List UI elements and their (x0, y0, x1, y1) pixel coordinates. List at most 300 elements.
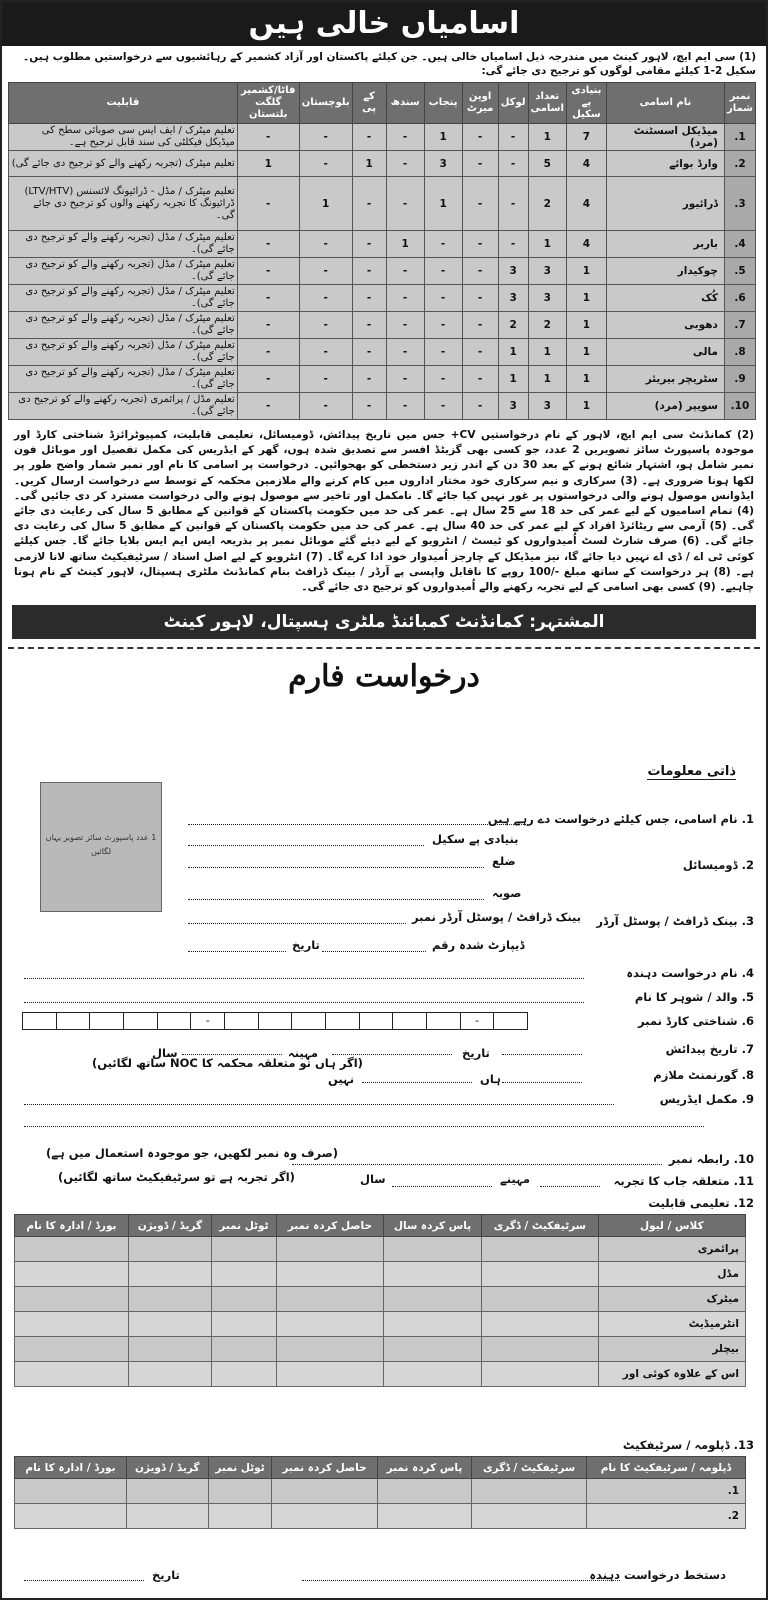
vacancy-cell-kp: - (352, 366, 386, 393)
vacancy-cell-fata: - (237, 312, 299, 339)
vacancy-cell-punjab: - (424, 231, 462, 258)
field-dob-month-label: مہینہ (288, 1046, 318, 1060)
vacancy-cell-post: کُک (606, 285, 724, 312)
vacancy-cell-local: - (498, 151, 528, 177)
cnic-box[interactable] (89, 1012, 123, 1030)
field-exp-month-label: مہینے (500, 1172, 530, 1186)
vacancy-cell-open-merit: - (462, 151, 498, 177)
vacancy-cell-scale: 1 (566, 312, 606, 339)
header-serial: نمبر شمار (724, 83, 755, 124)
vacancy-cell-local: - (498, 231, 528, 258)
cnic-box[interactable] (426, 1012, 460, 1030)
input-cell[interactable] (482, 1237, 598, 1262)
vacancy-cell-open-merit: - (462, 124, 498, 151)
input-cell[interactable] (272, 1504, 377, 1529)
input-cell[interactable] (383, 1287, 481, 1312)
vacancy-cell-sindh: - (386, 312, 424, 339)
form-title: درخواست فارم (288, 659, 480, 695)
input-cell[interactable] (15, 1262, 129, 1287)
education-table (14, 1214, 746, 1387)
field-draft-number-label: بینک ڈرافٹ / پوسٹل آرڈر نمبر (412, 910, 582, 924)
field-father-name-input[interactable] (24, 1002, 584, 1003)
header-scale: بنیادی پے سکیل (566, 83, 606, 124)
input-cell[interactable] (272, 1479, 377, 1504)
cnic-box[interactable] (392, 1012, 426, 1030)
vacancy-cell-serial: 6. (724, 285, 755, 312)
vacancy-cell-balochistan: - (299, 258, 352, 285)
field-exp-year-input[interactable] (392, 1186, 492, 1187)
education-label: 12. تعلیمی قابلیت (648, 1196, 754, 1210)
vacancy-row (9, 366, 756, 393)
input-cell[interactable] (208, 1479, 272, 1504)
field-govt-yes-label: ہاں (480, 1072, 501, 1086)
photo-box-text: 1 عدد پاسپورٹ سائز تصویر یہاں لگائیں (45, 833, 157, 856)
vacancy-cell-balochistan: - (299, 285, 352, 312)
header-punjab: پنجاب (424, 83, 462, 124)
vacancy-cell-count: 3 (528, 393, 566, 420)
vacancy-cell-sindh: 1 (386, 231, 424, 258)
field-district-input[interactable] (188, 867, 484, 868)
header-qualification: قابلیت (9, 83, 238, 124)
input-cell[interactable] (15, 1337, 129, 1362)
field-draft-number-input[interactable] (188, 923, 406, 924)
field-province-input[interactable] (188, 899, 484, 900)
vacancy-cell-scale: 1 (566, 366, 606, 393)
field-cnic-label: 6. شناختی کارڈ نمبر (638, 1014, 754, 1028)
cnic-box[interactable] (157, 1012, 191, 1030)
table-row (15, 1337, 746, 1362)
vacancy-cell-qualification: تعلیم میٹرک / مڈل (تجربہ رکھنے والے کو ترجیح دی جائے گی)۔ (9, 339, 238, 366)
signature-label: دستخط درخواست دہندہ (589, 1568, 726, 1582)
vacancy-cell-post: سویپر (مرد) (606, 393, 724, 420)
vacancy-cell-sindh: - (386, 393, 424, 420)
header-kp: کے پی (352, 83, 386, 124)
field-draft-date-label: تاریخ (292, 938, 320, 952)
vacancy-cell-open-merit: - (462, 366, 498, 393)
vacancy-cell-qualification: تعلیم میٹرک / مڈل (تجربہ رکھنے والے کو ترجیح دی جائے گی)۔ (9, 366, 238, 393)
vacancy-cell-open-merit: - (462, 177, 498, 231)
table-header-cell: پاس کردہ نمبر (377, 1457, 472, 1479)
input-cell[interactable] (15, 1362, 129, 1387)
field-scale-label: بنیادی پے سکیل (432, 832, 519, 846)
field-domicile-label: 2. ڈومیسائل (682, 858, 754, 872)
vacancy-cell-count: 1 (528, 124, 566, 151)
table-row (15, 1479, 746, 1504)
vacancy-cell-sindh: - (386, 258, 424, 285)
input-cell[interactable] (276, 1312, 383, 1337)
vacancy-cell-serial: 3. (724, 177, 755, 231)
vacancy-cell-balochistan: - (299, 366, 352, 393)
input-cell[interactable] (276, 1237, 383, 1262)
advertiser-bar: المشتہر: کمانڈنٹ کمبائنڈ ملٹری ہسپتال، لاہور کینٹ (12, 605, 756, 639)
table-row (15, 1504, 746, 1529)
field-govt-note: (اگر ہاں تو متعلقہ محکمہ کا NOC ساتھ لگائیں) (92, 1056, 363, 1070)
vacancy-cell-open-merit: - (462, 258, 498, 285)
input-cell[interactable] (383, 1312, 481, 1337)
input-cell[interactable] (383, 1362, 481, 1387)
vacancy-cell-serial: 10. (724, 393, 755, 420)
input-cell[interactable] (482, 1262, 598, 1287)
input-cell[interactable] (15, 1237, 129, 1262)
field-dob-day-input[interactable] (502, 1054, 582, 1055)
field-scale-input[interactable] (188, 845, 424, 846)
vacancy-row (9, 177, 756, 231)
diploma-table (14, 1456, 746, 1529)
vacancy-cell-kp: - (352, 124, 386, 151)
input-cell[interactable] (276, 1362, 383, 1387)
vacancy-cell-kp: - (352, 231, 386, 258)
vacancy-cell-qualification: تعلیم میٹرک / ایف ایس سی صوبائی سطح کی میڈیکل فیکلٹی کی سند قابل ترجیح ہے۔ (9, 124, 238, 151)
diploma-table-header (15, 1457, 746, 1479)
cnic-box[interactable] (291, 1012, 325, 1030)
field-district-label: ضلع (492, 854, 516, 868)
input-cell[interactable] (377, 1479, 472, 1504)
vacancy-cell-local: 2 (498, 312, 528, 339)
input-cell[interactable] (211, 1287, 276, 1312)
cnic-box[interactable] (359, 1012, 393, 1030)
vacancy-cell-qualification: تعلیم میٹرک / مڈل (تجربہ رکھنے والے کو ترجیح دی جائے گی)۔ (9, 231, 238, 258)
input-cell[interactable] (383, 1337, 481, 1362)
vacancy-cell-kp: - (352, 285, 386, 312)
field-dob-day-label: تاریخ (462, 1046, 490, 1060)
row-label-cell: بیچلر (598, 1337, 745, 1362)
table-row (15, 1287, 746, 1312)
vacancy-row (9, 339, 756, 366)
table-header-cell: حاصل کردہ نمبر (276, 1215, 383, 1237)
vacancy-cell-sindh: - (386, 366, 424, 393)
row-label-cell: مڈل (598, 1262, 745, 1287)
vacancy-cell-fata: - (237, 231, 299, 258)
vacancy-row (9, 258, 756, 285)
input-cell[interactable] (482, 1362, 598, 1387)
vacancy-cell-post: ڈرائیور (606, 177, 724, 231)
field-exp-year-label: سال (360, 1172, 386, 1186)
input-cell[interactable] (128, 1262, 211, 1287)
field-deposit-input[interactable] (322, 951, 426, 952)
field-experience-label: 11. متعلقہ جاب کا تجربہ (613, 1174, 754, 1188)
vacancy-cell-kp: - (352, 312, 386, 339)
vacancy-cell-scale: 7 (566, 124, 606, 151)
field-exp-month-input[interactable] (540, 1186, 600, 1187)
table-header-cell: بورڈ / ادارہ کا نام (15, 1215, 129, 1237)
vacancy-cell-punjab: - (424, 258, 462, 285)
input-cell[interactable] (15, 1287, 129, 1312)
vacancy-cell-local: 3 (498, 285, 528, 312)
vacancy-cell-scale: 4 (566, 231, 606, 258)
vacancy-cell-fata: - (237, 124, 299, 151)
input-cell[interactable] (276, 1287, 383, 1312)
vacancy-cell-open-merit: - (462, 231, 498, 258)
vacancy-cell-count: 1 (528, 231, 566, 258)
input-cell[interactable] (211, 1337, 276, 1362)
table-header-cell: بورڈ / ادارہ کا نام (15, 1457, 127, 1479)
photo-box[interactable] (40, 782, 162, 912)
table-row (15, 1262, 746, 1287)
vacancy-cell-serial: 9. (724, 366, 755, 393)
vacancy-cell-punjab: - (424, 339, 462, 366)
diploma-label: 13. ڈپلومہ / سرٹیفکیٹ (622, 1438, 754, 1452)
field-post-input[interactable] (188, 824, 528, 825)
input-cell[interactable] (276, 1262, 383, 1287)
vacancy-cell-sindh: - (386, 339, 424, 366)
field-deposit-label: ڈیپازٹ شدہ رقم (432, 938, 525, 952)
vacancy-cell-balochistan: - (299, 339, 352, 366)
vacancy-cell-punjab: 3 (424, 151, 462, 177)
vacancy-cell-local: - (498, 177, 528, 231)
row-label-cell: 2. (586, 1504, 745, 1529)
vacancy-cell-balochistan: - (299, 124, 352, 151)
vacancy-cell-local: 1 (498, 366, 528, 393)
vacancy-cell-balochistan: 1 (299, 177, 352, 231)
field-applicant-name-label: 4. نام درخواست دہندہ (626, 966, 754, 980)
input-cell[interactable] (128, 1362, 211, 1387)
signature-date-input[interactable] (24, 1580, 144, 1581)
vacancy-cell-sindh: - (386, 177, 424, 231)
vacancy-cell-punjab: - (424, 285, 462, 312)
field-address-input-1[interactable] (24, 1104, 614, 1105)
vacancy-cell-post: چوکیدار (606, 258, 724, 285)
table-header-cell: ڈپلومہ / سرٹیفکیٹ کا نام (586, 1457, 745, 1479)
table-header-cell: گریڈ / ڈویژن (126, 1457, 208, 1479)
input-cell[interactable] (482, 1287, 598, 1312)
input-cell[interactable] (472, 1504, 586, 1529)
vacancy-cell-open-merit: - (462, 285, 498, 312)
input-cell[interactable] (126, 1504, 208, 1529)
vacancy-cell-qualification: تعلیم مڈل / پرائمری (تجربہ رکھنے والے کو ترجیح دی جائے گی)۔ (9, 393, 238, 420)
table-row (15, 1237, 746, 1262)
field-bank-draft-label: 3. بینک ڈرافٹ / پوسٹل آرڈر (596, 914, 754, 928)
input-cell[interactable] (472, 1479, 586, 1504)
row-label-cell: پرائمری (598, 1237, 745, 1262)
input-cell[interactable] (211, 1362, 276, 1387)
vacancy-cell-balochistan: - (299, 393, 352, 420)
vacancy-row (9, 285, 756, 312)
input-cell[interactable] (128, 1287, 211, 1312)
cnic-separator: - (190, 1012, 224, 1030)
input-cell[interactable] (126, 1479, 208, 1504)
input-cell[interactable] (383, 1237, 481, 1262)
vacancy-cell-sindh: - (386, 124, 424, 151)
vacancy-cell-sindh: - (386, 151, 424, 177)
vacancy-row (9, 393, 756, 420)
header-post: نام اسامی (606, 83, 724, 124)
vacancy-cell-post: دھوبی (606, 312, 724, 339)
field-contact-input[interactable] (292, 1164, 662, 1165)
vacancy-cell-local: 1 (498, 339, 528, 366)
input-cell[interactable] (15, 1504, 127, 1529)
vacancy-cell-post: وارڈ بوائے (606, 151, 724, 177)
header-sindh: سندھ (386, 83, 424, 124)
field-dob-year-label: سال (152, 1046, 178, 1060)
vacancy-cell-scale: 1 (566, 258, 606, 285)
vacancy-cell-serial: 4. (724, 231, 755, 258)
row-label-cell: اس کے علاوہ کوئی اور (598, 1362, 745, 1387)
vacancy-cell-count: 5 (528, 151, 566, 177)
vacancy-row (9, 231, 756, 258)
vacancy-cell-qualification: تعلیم میٹرک / مڈل (تجربہ رکھنے والے کو ترجیح دی جائے گی)۔ (9, 285, 238, 312)
vacancy-cell-balochistan: - (299, 312, 352, 339)
field-province-label: صوبہ (492, 886, 522, 900)
intro-text: (1) سی ایم ایچ، لاہور کینٹ میں مندرجہ ذیل اسامیاں خالی ہیں۔ جن کیلئے پاکستان اور آزاد کشمیر کے رہائشیوں سے درخواستیں مطلوب ہیں۔ سکیل 2-1 کیلئے مقامی لوگوں کو ترجیح دی جائے گی: (23, 51, 756, 77)
vacancy-cell-kp: - (352, 393, 386, 420)
vacancy-cell-scale: 1 (566, 339, 606, 366)
table-row (15, 1312, 746, 1337)
vacancy-cell-local: - (498, 124, 528, 151)
row-label-cell: 1. (586, 1479, 745, 1504)
field-govt-no-label: نہیں (328, 1072, 355, 1086)
vacancy-cell-count: 1 (528, 366, 566, 393)
vacancy-cell-sindh: - (386, 285, 424, 312)
vacancy-cell-punjab: - (424, 312, 462, 339)
table-header-cell: ٹوٹل نمبر (211, 1215, 276, 1237)
vacancy-cell-balochistan: - (299, 231, 352, 258)
vacancy-cell-fata: - (237, 258, 299, 285)
vacancy-cell-serial: 1. (724, 124, 755, 151)
vacancy-cell-kp: - (352, 177, 386, 231)
vacancy-cell-kp: - (352, 258, 386, 285)
input-cell[interactable] (211, 1237, 276, 1262)
vacancy-cell-fata: - (237, 393, 299, 420)
field-govt-no-input[interactable] (362, 1082, 472, 1083)
field-contact-note: (صرف وہ نمبر لکھیں، جو موجودہ استعمال میں ہے) (46, 1146, 338, 1160)
vacancy-cell-scale: 4 (566, 151, 606, 177)
input-cell[interactable] (128, 1237, 211, 1262)
field-post-label: 1. نام اسامی، جس کیلئے درخواست دے رہے ہیں (487, 812, 754, 826)
vacancy-cell-count: 2 (528, 177, 566, 231)
input-cell[interactable] (211, 1262, 276, 1287)
vacancies-banner: اسامیاں خالی ہیں (2, 2, 766, 46)
vacancy-cell-post: سٹریچر بیریئر (606, 366, 724, 393)
vacancy-cell-fata: - (237, 366, 299, 393)
vacancy-cell-fata: - (237, 339, 299, 366)
vacancy-cell-scale: 4 (566, 177, 606, 231)
field-contact-label: 10. رابطہ نمبر (668, 1152, 754, 1166)
vacancy-cell-serial: 7. (724, 312, 755, 339)
vacancy-table-header (9, 83, 756, 124)
table-header-cell: ٹوٹل نمبر (208, 1457, 272, 1479)
table-row (15, 1362, 746, 1387)
input-cell[interactable] (128, 1337, 211, 1362)
header-open-merit: اوپن میرٹ (462, 83, 498, 124)
input-cell[interactable] (211, 1312, 276, 1337)
signature-date-label: تاریخ (152, 1568, 180, 1582)
vacancy-cell-post: میڈیکل اسسٹنٹ (مرد) (606, 124, 724, 151)
input-cell[interactable] (128, 1312, 211, 1337)
vacancy-cell-qualification: تعلیم میٹرک / مڈل (تجربہ رکھنے والے کو ترجیح دی جائے گی)۔ (9, 258, 238, 285)
field-dob-month-input[interactable] (332, 1054, 452, 1055)
cnic-box[interactable] (224, 1012, 258, 1030)
cnic-box[interactable] (258, 1012, 292, 1030)
vacancy-row (9, 151, 756, 177)
cnic-box[interactable] (325, 1012, 359, 1030)
field-address-label: 9. مکمل ایڈریس (659, 1092, 754, 1106)
vacancy-cell-count: 1 (528, 339, 566, 366)
vacancy-cell-qualification: تعلیم میٹرک / مڈل - ڈرائیونگ لائسنس (LTV/HTV) ڈرائیونگ کا تجربہ رکھنے والوں کو ترجیح دی جائے گی۔ (9, 177, 238, 231)
vacancy-row (9, 124, 756, 151)
vacancy-cell-open-merit: - (462, 312, 498, 339)
table-header-cell: پاس کردہ سال (383, 1215, 481, 1237)
input-cell[interactable] (482, 1312, 598, 1337)
header-count: تعداد اسامی (528, 83, 566, 124)
table-header-cell: سرٹیفکیٹ / ڈگری (482, 1215, 598, 1237)
vacancy-cell-scale: 1 (566, 285, 606, 312)
table-header-cell: کلاس / لیول (598, 1215, 745, 1237)
vacancy-cell-scale: 1 (566, 393, 606, 420)
vacancy-cell-balochistan: - (299, 151, 352, 177)
field-govt-employee-label: 8. گورنمنٹ ملازم (653, 1068, 754, 1082)
field-applicant-name-input[interactable] (24, 978, 584, 979)
vacancy-cell-punjab: 1 (424, 177, 462, 231)
vacancy-cell-post: مالی (606, 339, 724, 366)
input-cell[interactable] (383, 1262, 481, 1287)
vacancy-cell-punjab: - (424, 366, 462, 393)
vacancy-cell-punjab: - (424, 393, 462, 420)
field-exp-note: (اگر تجربہ ہے تو سرٹیفیکیٹ ساتھ لگائیں) (58, 1170, 295, 1184)
input-cell[interactable] (15, 1479, 127, 1504)
field-dob-year-input[interactable] (182, 1054, 282, 1055)
header-local: لوکل (498, 83, 528, 124)
cnic-separator: - (460, 1012, 494, 1030)
instructions-text: (2) کمانڈنٹ سی ایم ایچ، لاہور کے نام درخواستیں CV+ جس میں تاریخ پیدائش، ڈومیسائل، تعلیمی قابلیت، کمپیوٹرائزڈ شناختی کارڈ اور موجودہ پاسپورٹ سائز تصویریں 2 عدد، جو کسی بھی گزیٹڈ افسر سے تصدیق شدہ ہوں، گھر کے ایڈریس کی مکمل تفصیل اور موبائل فون نمبر شامل ہو، اشتہار شائع ہونے کے بعد 30 دن کے اندر زیر دستخطی کو بھجوائیں۔ درخواست پر اسامی کا نام اور نمبر شمار واضح طور پر لکھا ہونا ضروری ہے۔ (3) سرکاری و نیم سرکاری خود مختار اداروں میں کام کرنے والے ملازمین محکمہ کے توسط سے درخواست ارسال کریں۔ ایڈوانس موصول ہونے والی درخواستوں پر غور نہیں کیا جائے گا۔ نامکمل اور تاخیر سے موصول ہونے والی درخواست مسترد کر دی جائیں گی۔ (4) تمام اسامیوں کے لیے عمر کی حد 18 سے 25 سال ہے۔ عمر کی حد میں حکومت پاکستان کے قوانین کے مطابق 5 سال کی رعایت دی جائے گی۔ (5) آرمی سے ریٹائرڈ افراد کے لیے عمر کی حد 40 سال ہے۔ عمر کی حد میں حکومت پاکستان کے قوانین کے مطابق 5 سال کی رعایت دی جائے گی۔ (6) صرف شارٹ لسٹ اُمیدواروں کو ٹیسٹ / انٹرویو کے لیے دیئے گئے موبائل نمبر پر بذریعہ ایس ایم ایس بلایا جائے گا۔ جس کیلئے کوئی ٹی اے / ڈی اے نہیں دیا جائے گا، نیز میڈیکل کے چارجز اُمیدوار خود ادا کرے گا۔ (7) انٹرویو کے لیے اصل اسناد / سرٹیفیکیٹ ساتھ لانا لازمی ہے۔ (8) ہر درخواست کے ساتھ مبلغ -/100 روپے کا ناقابل واپسی پے آرڈر / بینک ڈرافٹ بنام کمانڈنٹ ملٹری ہسپتال، لاہور کینٹ کے نام ہونا چاہیے۔ (9) کسی بھی اسامی کے لیے تجربہ رکھنے والے اُمیدواروں کو ترجیح دی جائے گی۔ (14, 429, 755, 594)
field-draft-date-input[interactable] (188, 951, 286, 952)
vacancy-cell-qualification: تعلیم میٹرک / مڈل (تجربہ رکھنے والے کو ترجیح دی جائے گی)۔ (9, 312, 238, 339)
vacancy-cell-post: باربر (606, 231, 724, 258)
vacancy-cell-open-merit: - (462, 393, 498, 420)
vacancy-cell-serial: 8. (724, 339, 755, 366)
cnic-boxes[interactable] (22, 1012, 528, 1030)
input-cell[interactable] (15, 1312, 129, 1337)
vacancy-cell-count: 3 (528, 258, 566, 285)
field-dob-label: 7. تاریخ پیدائش (665, 1042, 754, 1056)
input-cell[interactable] (276, 1337, 383, 1362)
vacancy-cell-fata: - (237, 177, 299, 231)
vacancy-cell-fata: 1 (237, 151, 299, 177)
cnic-box[interactable] (493, 1012, 528, 1030)
vacancy-table (8, 82, 756, 420)
vacancy-cell-open-merit: - (462, 339, 498, 366)
vacancy-row (9, 312, 756, 339)
vacancy-cell-kp: - (352, 339, 386, 366)
field-address-input-2[interactable] (24, 1126, 704, 1127)
table-header-cell: حاصل کردہ نمبر (272, 1457, 377, 1479)
vacancy-cell-qualification: تعلیم میٹرک (تجربہ رکھنے والے کو ترجیح دی جائے گی) (9, 151, 238, 177)
input-cell[interactable] (208, 1504, 272, 1529)
field-govt-yes-input[interactable] (502, 1082, 582, 1083)
vacancy-cell-serial: 5. (724, 258, 755, 285)
education-table-header (15, 1215, 746, 1237)
vacancy-cell-serial: 2. (724, 151, 755, 177)
table-header-cell: سرٹیفکیٹ / ڈگری (472, 1457, 586, 1479)
header-balochistan: بلوچستان (299, 83, 352, 124)
header-fata: فاٹا/کشمیر گلگت بلتستان (237, 83, 299, 124)
vacancy-cell-fata: - (237, 285, 299, 312)
vacancy-cell-local: 3 (498, 393, 528, 420)
row-label-cell: میٹرک (598, 1287, 745, 1312)
personal-info-heading: ذاتی معلومات (647, 764, 736, 779)
field-father-name-label: 5. والد / شوہر کا نام (634, 990, 754, 1004)
vacancy-cell-punjab: 1 (424, 124, 462, 151)
cnic-box[interactable] (22, 1012, 56, 1030)
input-cell[interactable] (482, 1337, 598, 1362)
vacancy-cell-kp: 1 (352, 151, 386, 177)
cut-line (8, 647, 760, 649)
signature-input[interactable] (302, 1580, 620, 1581)
cnic-box[interactable] (123, 1012, 157, 1030)
input-cell[interactable] (377, 1504, 472, 1529)
vacancy-cell-count: 3 (528, 285, 566, 312)
vacancy-cell-count: 2 (528, 312, 566, 339)
cnic-box[interactable] (56, 1012, 90, 1030)
